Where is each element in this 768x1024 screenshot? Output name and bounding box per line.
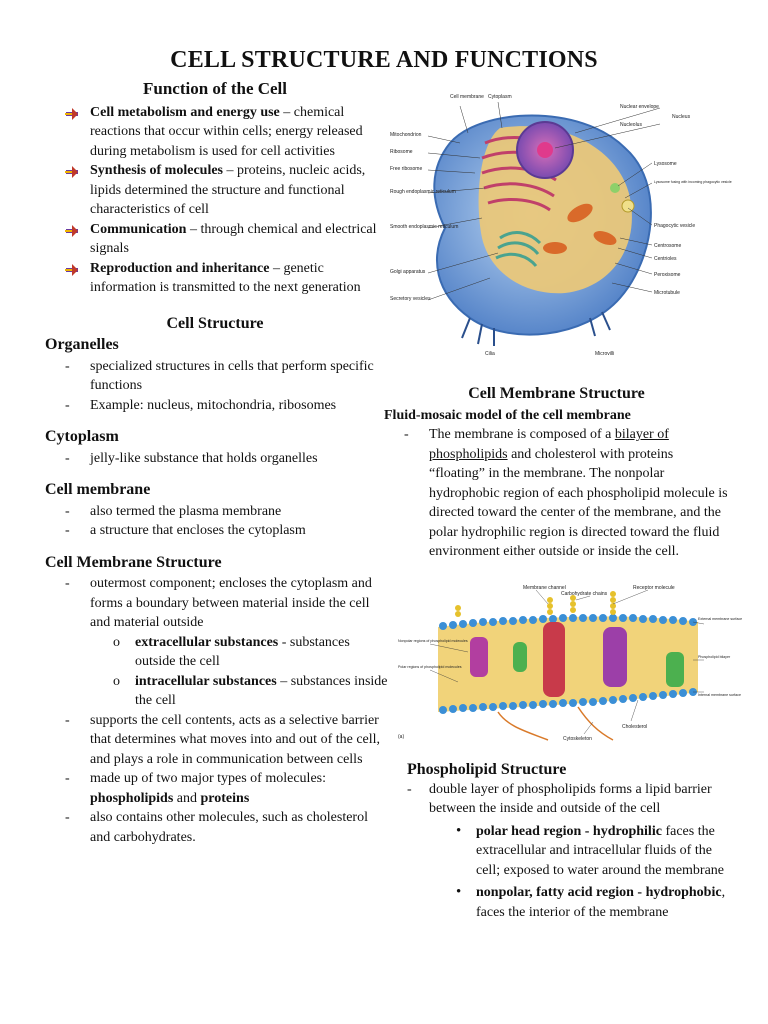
right-column bbox=[384, 384, 729, 562]
label-carbohydrate-chains: Carbohydrate chains bbox=[561, 591, 608, 597]
list-item: - specialized structures in cells that perform specific functions bbox=[65, 358, 374, 393]
label-receptor-molecule: Receptor molecule bbox=[633, 585, 675, 591]
list-item: - also termed the plasma membrane bbox=[65, 503, 282, 519]
lysosome-shape bbox=[610, 183, 620, 193]
label-rough-er: Rough endoplasmic reticulum bbox=[390, 189, 456, 195]
protein-shape bbox=[470, 637, 488, 677]
sub-list-item: o extracellular substances - substances outside the cell bbox=[113, 634, 350, 669]
receptor-protein-shape bbox=[603, 627, 627, 687]
cell-membrane-heading: Cell membrane bbox=[45, 481, 151, 498]
label-nuclear-envelope: Nuclear envelope bbox=[620, 104, 659, 110]
arrow-bullet-icon bbox=[65, 263, 79, 283]
list-item: • nonpolar, fatty acid region - hydrophobic, faces the interior of the membrane bbox=[456, 884, 726, 920]
membrane-channel-shape bbox=[543, 622, 565, 697]
list-item: - double layer of phospholipids forms a lipid barrier between the inside and outside of the cell bbox=[407, 781, 712, 816]
list-item: - The membrane is composed of a bilayer of phospholipids and cholesterol with proteins “floating” in the membrane. The nonpolar hydrophobic region of each phospholipid molecule is directed toward the center of the membrane, and the polar hydrophilic region is directed toward the fluid environment either outside or inside the cell. bbox=[404, 427, 728, 559]
mitochondrion-shape bbox=[543, 242, 567, 254]
organelles-list bbox=[45, 357, 390, 416]
list-item: - supports the cell contents, acts as a selective barrier that determines what moves into and out of the cell, and plays a role in communication between cells bbox=[65, 712, 381, 767]
label-ribosome: Ribosome bbox=[390, 149, 413, 155]
label-cell-membrane: Cell membrane bbox=[450, 94, 484, 100]
label-mitochondrion: Mitochondrion bbox=[390, 132, 422, 138]
label-lysosome-fusing: Lysosome fusing with incoming phagocytic vesicle bbox=[654, 180, 732, 184]
membrane-diagram bbox=[398, 582, 743, 742]
label-phospholipid-bilayer: Phospholipid bilayer bbox=[698, 655, 731, 659]
label-membrane-channel: Membrane channel bbox=[523, 585, 566, 591]
label-lysosome: Lysosome bbox=[654, 161, 677, 167]
phospholipid-heading: Phospholipid Structure bbox=[407, 761, 567, 778]
function-heading: Function of the Cell bbox=[142, 79, 288, 98]
label-microtubule: Microtubule bbox=[654, 290, 680, 296]
label-cholesterol: Cholesterol bbox=[622, 724, 648, 730]
label-nucleus: Nucleus bbox=[672, 114, 691, 120]
label-cilia: Cilia bbox=[485, 351, 495, 357]
page-title: CELL STRUCTURE AND FUNCTIONS bbox=[170, 47, 598, 73]
list-item: • polar head region - hydrophilic faces the extracellular and intracellular fluids of the cell; exposed to water around the membrane bbox=[456, 822, 725, 878]
arrow-bullet-icon bbox=[65, 224, 79, 244]
vesicle-shape bbox=[622, 200, 634, 212]
cell-structure-heading: Cell Structure bbox=[166, 314, 264, 332]
label-centrosome: Centrosome bbox=[654, 243, 682, 249]
label-smooth-er: Smooth endoplasmic reticulum bbox=[390, 224, 459, 230]
list-item: Synthesis of molecules – proteins, nucleic acids, lipids determined the structure and functional characteristics of cell bbox=[45, 161, 390, 220]
cell-diagram bbox=[390, 88, 732, 358]
list-item: - made up of two major types of molecules: phospholipids and proteins bbox=[65, 771, 326, 806]
label-secretory: Secretory vesicles bbox=[390, 296, 431, 302]
protein-shape bbox=[513, 642, 527, 672]
arrow-bullet-icon bbox=[65, 165, 79, 185]
label-internal-surface: Internal membrane surface bbox=[698, 693, 741, 697]
label-free-ribosome: Free ribosome bbox=[390, 166, 423, 172]
label-golgi: Golgi apparatus bbox=[390, 269, 426, 275]
label-microvilli: Microvilli bbox=[595, 351, 615, 357]
phospholipid-section bbox=[407, 760, 737, 925]
phospholipid-list bbox=[407, 780, 737, 819]
cytoskeleton-fibers bbox=[498, 707, 613, 740]
label-phagocytic: Phagocytic vesicle bbox=[654, 223, 696, 229]
list-item: - a structure that encloses the cytoplasm bbox=[65, 523, 306, 538]
label-external-surface: External membrane surface bbox=[698, 617, 743, 621]
list-item: - Example: nucleus, mitochondria, ribosomes bbox=[65, 397, 337, 413]
fluid-mosaic-heading: Fluid-mosaic model of the cell membrane bbox=[384, 407, 631, 423]
label-nonpolar-regions: Nonpolar regions of phospholipid molecules bbox=[398, 639, 468, 643]
list-item: - outermost component; encloses the cytoplasm and forms a boundary between material inside the cell and material outside o extracellular substances - substances outside the cell o intracellular substances – substances inside the cell bbox=[45, 574, 390, 711]
list-item: Cell metabolism and energy use – chemical reactions that occur within cells; energy released during metabolism is used for cell activities bbox=[45, 103, 390, 162]
label-figure-a: (a) bbox=[398, 734, 405, 740]
nucleolus-shape bbox=[537, 142, 553, 158]
cytoplasm-heading: Cytoplasm bbox=[45, 428, 119, 445]
arrow-bullet-icon bbox=[65, 107, 79, 127]
label-cytoplasm: Cytoplasm bbox=[488, 94, 512, 100]
organelles-heading: Organelles bbox=[45, 336, 119, 353]
sub-list-item: o intracellular substances – substances inside the cell bbox=[113, 673, 388, 708]
protein-shape bbox=[666, 652, 684, 687]
left-column bbox=[45, 79, 390, 847]
membrane-structure-heading: Cell Membrane Structure bbox=[45, 553, 222, 571]
cytoplasm-list bbox=[45, 449, 390, 469]
label-nucleolus: Nucleolus bbox=[620, 122, 642, 128]
label-polar-regions: Polar regions of phospholipid molecules bbox=[398, 665, 462, 669]
phospholipid-bullets bbox=[407, 822, 737, 923]
label-cytoskeleton: Cytoskeleton bbox=[563, 736, 592, 742]
list-item: - jelly-like substance that holds organelles bbox=[65, 450, 318, 466]
membrane-structure-list bbox=[45, 574, 390, 847]
cell-membrane-list bbox=[45, 502, 390, 541]
function-list bbox=[45, 103, 390, 298]
cell-membrane-structure-heading: Cell Membrane Structure bbox=[468, 385, 645, 402]
fluid-mosaic-list bbox=[384, 425, 729, 562]
label-peroxisome: Peroxisome bbox=[654, 272, 681, 278]
list-item: - also contains other molecules, such as cholesterol and carbohydrates. bbox=[65, 810, 368, 845]
sub-list bbox=[45, 633, 390, 711]
list-item: Reproduction and inheritance – genetic information is transmitted to the next generation bbox=[45, 259, 390, 298]
list-item: Communication – through chemical and electrical signals bbox=[45, 220, 390, 259]
label-centrioles: Centrioles bbox=[654, 256, 677, 262]
